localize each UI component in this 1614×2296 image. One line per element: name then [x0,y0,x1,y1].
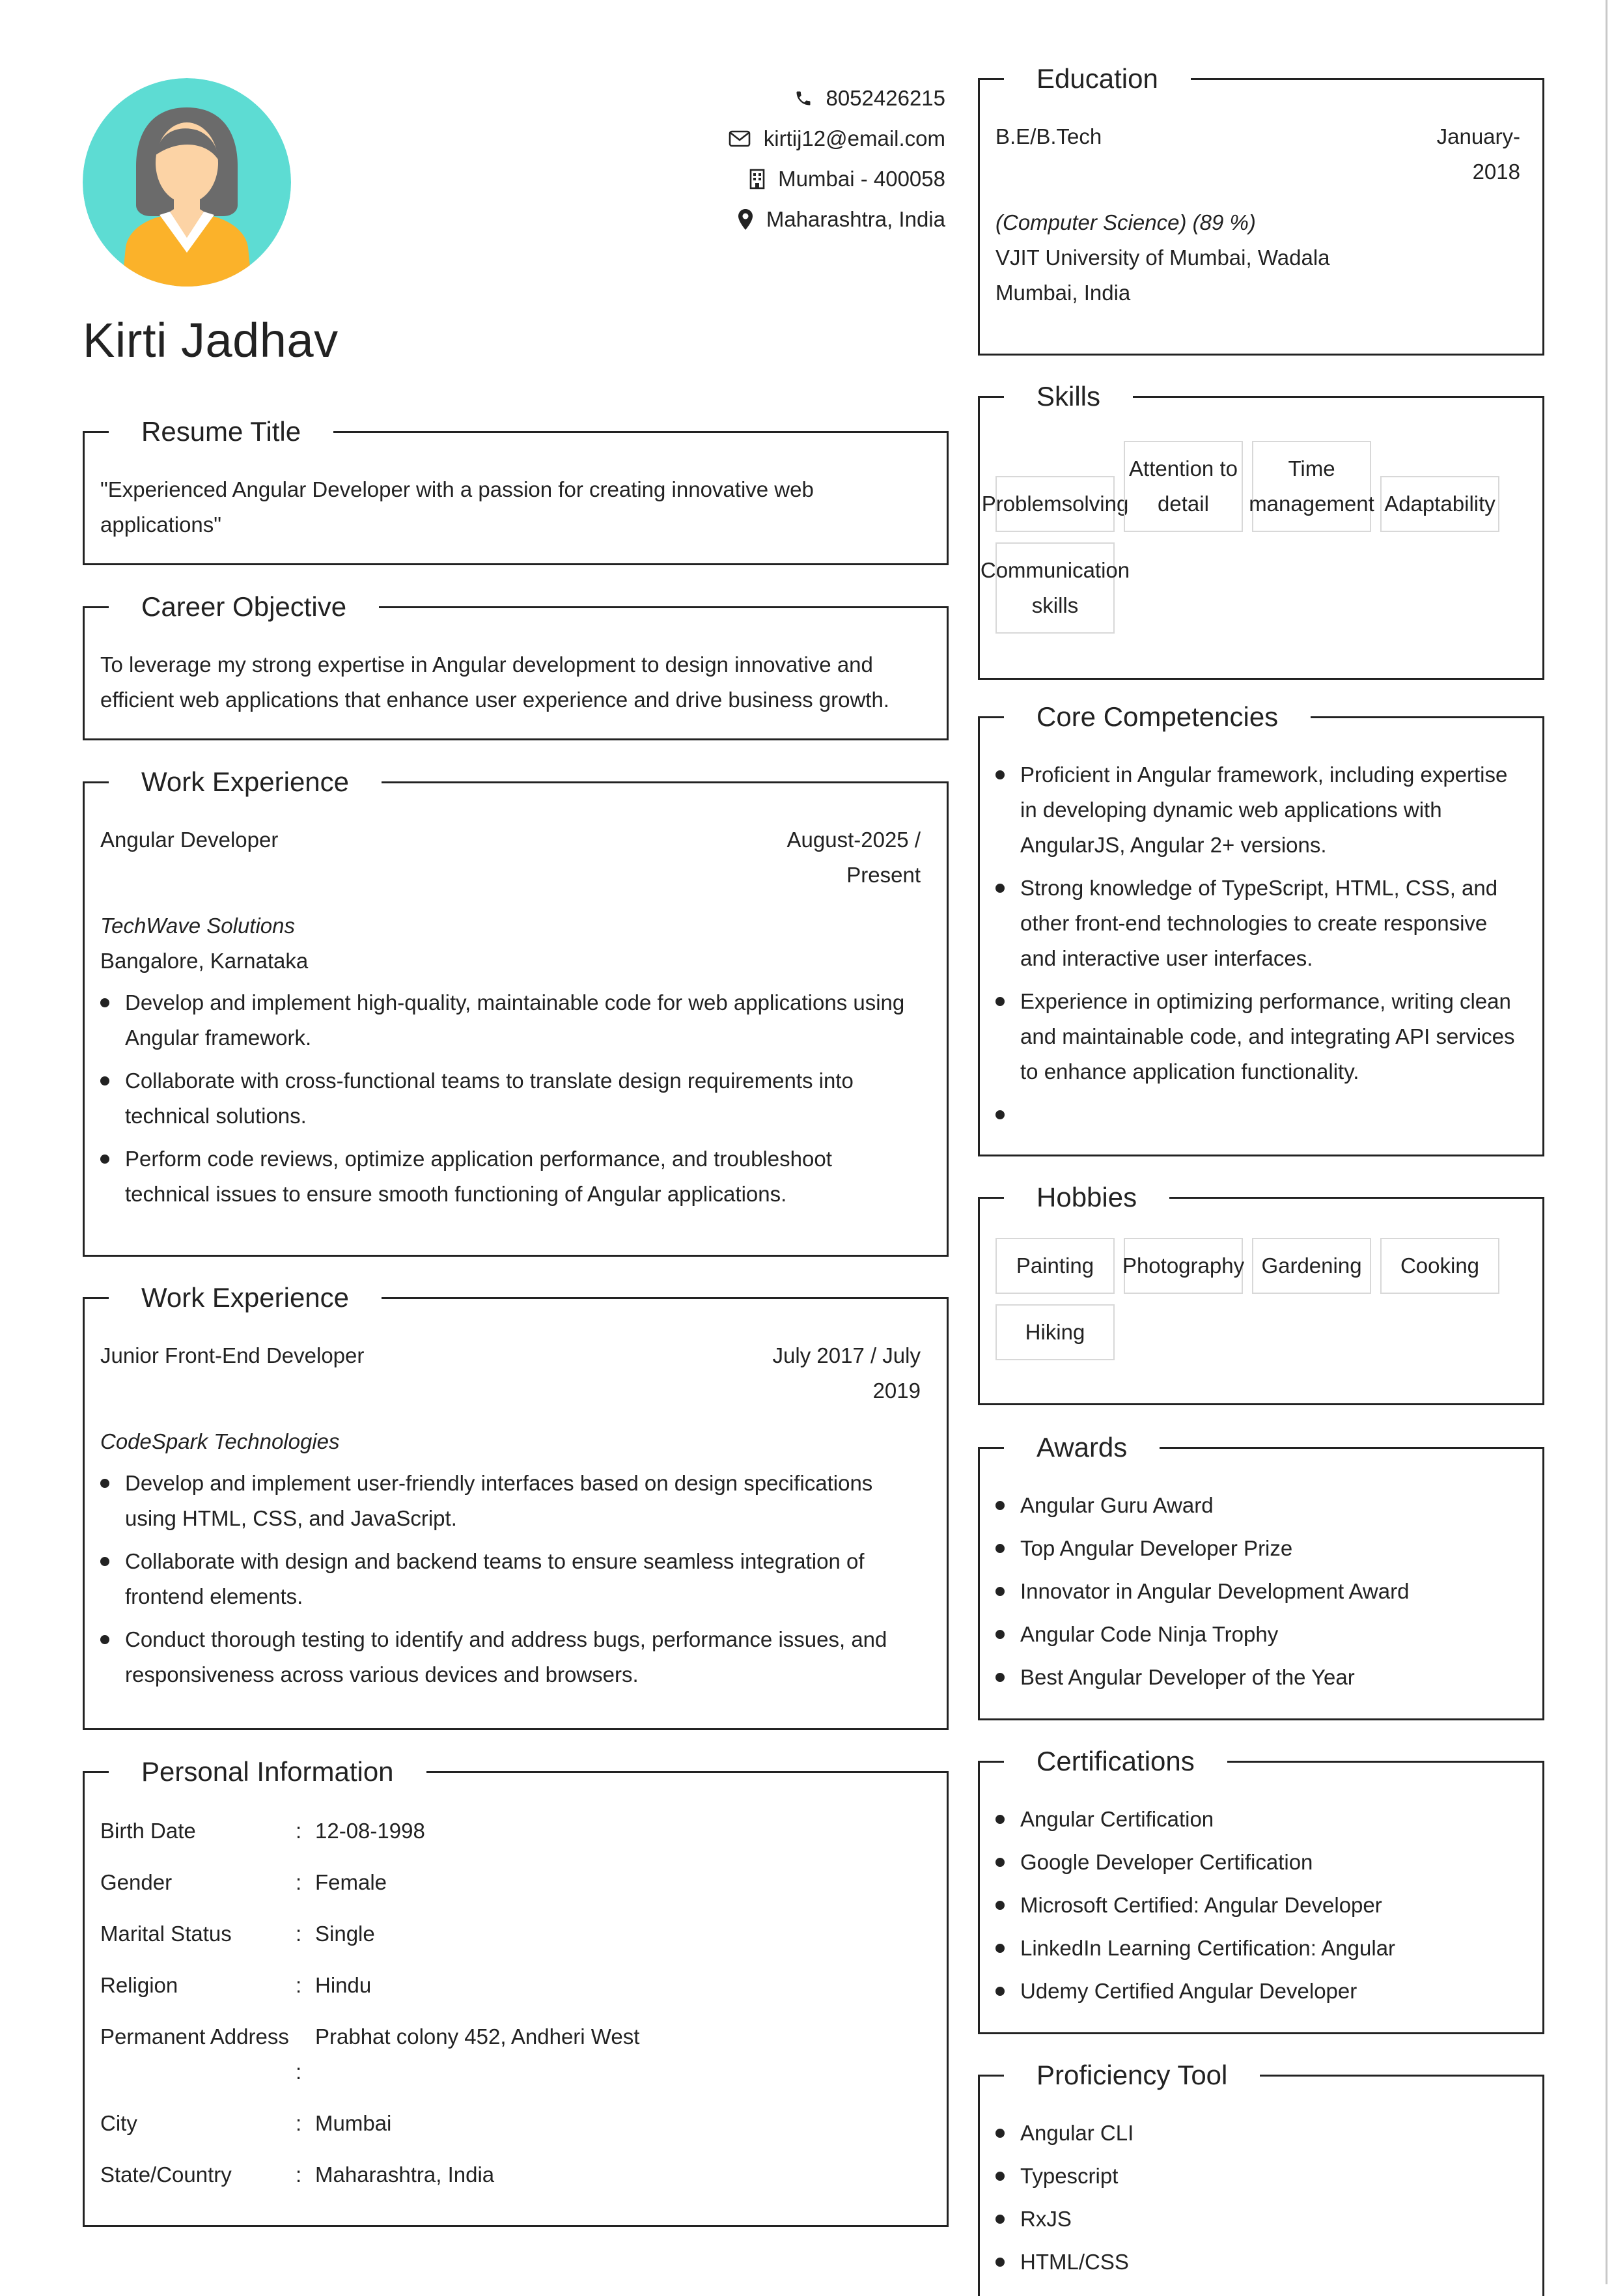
list-item: Collaborate with design and backend teams to ensure seamless integration of frontend elements. [100,1544,921,1614]
career-objective-section [83,591,949,740]
certifications-list [995,1802,1520,2009]
skill-chip: Communication skills [995,542,1115,634]
phone-text: 8052426215 [826,86,945,110]
region-row [729,199,945,240]
section-heading: Skills [1004,378,1133,415]
list-item: RxJS [995,2202,1520,2237]
section-heading: Career Objective [109,589,379,625]
education-section [978,63,1544,356]
list-item: Angular Code Ninja Trophy [995,1617,1520,1652]
list-item: Angular Guru Award [995,1488,1520,1523]
list-item: Proficient in Angular framework, including expertise in developing dynamic web applications with AngularJS, Angular 2+ versions. [995,757,1520,863]
info-label: Permanent Address [100,2024,289,2049]
core-competencies-section [978,701,1544,1156]
company-name: TechWave Solutions [100,914,296,938]
map-pin-icon [738,208,753,231]
education-location: Mumbai, India [995,281,1131,305]
info-row: City : Mumbai [100,2106,931,2157]
proficiency-list [995,2116,1520,2280]
list-item: Typescript [995,2159,1520,2194]
hobby-chip: Painting [995,1238,1115,1294]
info-value: Mumbai [315,2111,392,2135]
section-heading: Work Experience [109,1280,382,1316]
work-experience-section [83,766,949,1257]
competency-list [995,757,1520,1132]
work-experience-section [83,1282,949,1730]
list-item: Innovator in Angular Development Award [995,1574,1520,1609]
section-heading: Education [1004,61,1191,97]
list-item [995,1097,1520,1132]
list-item: Udemy Certified Angular Developer [995,1974,1520,2009]
hobbies-section [978,1182,1544,1405]
info-value: 12-08-1998 [315,1819,425,1843]
company-name: CodeSpark Technologies [100,1429,340,1453]
info-label: City [100,2111,137,2135]
list-item: Collaborate with cross-functional teams to translate design requirements into technical solutions. [100,1063,921,1134]
personal-information-section [83,1756,949,2227]
awards-section [978,1432,1544,1720]
field-of-study: (Computer Science) (89 %) [995,210,1256,234]
list-item: Top Angular Developer Prize [995,1531,1520,1566]
job-bullets [100,1466,921,1692]
info-label: Birth Date [100,1819,196,1843]
info-row: Marital Status : Single [100,1916,931,1968]
job-date: August-2025 / Present [786,828,921,887]
job-role: Junior Front-End Developer [100,1343,365,1367]
candidate-name: Kirti Jadhav [83,313,339,367]
list-item: Perform code reviews, optimize application performance, and troubleshoot technical issues to ensure smooth functioning of Angular applications. [100,1141,921,1212]
skill-chip: Time management [1252,441,1371,532]
list-item: LinkedIn Learning Certification: Angular [995,1931,1520,1966]
avatar [83,78,291,287]
resume-title-text: "Experienced Angular Developer with a passion for creating innovative web applications" [100,477,814,537]
info-label: Gender [100,1870,173,1894]
info-value: Maharashtra, India [315,2163,495,2187]
list-item: Angular CLI [995,2116,1520,2151]
building-icon [749,169,765,189]
phone-icon [794,89,813,107]
job-date: July 2017 / July 2019 [772,1343,921,1403]
hobby-chip: Hiking [995,1304,1115,1360]
proficiency-tool-section [978,2060,1544,2296]
section-heading: Certifications [1004,1743,1227,1780]
skill-chips [980,441,1529,634]
hobby-chip: Photography [1124,1238,1243,1294]
info-value: Single [315,1922,375,1946]
skill-chip: Problemsolving [995,476,1115,532]
job-bullets [100,985,921,1212]
contact-info [729,78,945,240]
info-row: State/Country : Maharashtra, India [100,2157,931,2209]
certifications-section [978,1746,1544,2034]
info-value: Female [315,1870,387,1894]
list-item: Strong knowledge of TypeScript, HTML, CSS, and other front-end technologies to create responsive and interactive user interfaces. [995,871,1520,976]
info-row: Birth Date : 12-08-1998 [100,1813,931,1865]
list-item: Develop and implement high-quality, maintainable code for web applications using Angular framework. [100,985,921,1056]
email-text: kirtij12@email.com [763,126,945,150]
resume-title-section [83,416,949,565]
info-row: Permanent Address : Prabhat colony 452, Andheri West [100,2019,931,2106]
list-item: Best Angular Developer of the Year [995,1660,1520,1695]
job-role: Angular Developer [100,828,279,852]
info-label: Marital Status [100,1922,232,1946]
skills-section [978,381,1544,680]
education-date: January-2018 [1436,124,1520,184]
skill-chip: Adaptability [1380,476,1499,532]
page-edge-divider [1606,0,1607,2284]
list-item: Angular Certification [995,1802,1520,1837]
section-heading: Proficiency Tool [1004,2057,1260,2093]
list-item: Experience in optimizing performance, writing clean and maintainable code, and integrating API services to enhance application functionality. [995,984,1520,1089]
info-label: State/Country [100,2163,232,2187]
list-item: HTML/CSS [995,2245,1520,2280]
info-value: Prabhat colony 452, Andheri West [315,2024,640,2049]
list-item: Google Developer Certification [995,1845,1520,1880]
section-heading: Resume Title [109,413,333,450]
list-item: Develop and implement user-friendly interfaces based on design specifications using HTML, CSS, and JavaScript. [100,1466,921,1536]
info-row: Religion : Hindu [100,1968,931,2019]
list-item: Conduct thorough testing to identify and address bugs, performance issues, and responsiveness across various devices and browsers. [100,1622,921,1692]
list-item: Microsoft Certified: Angular Developer [995,1888,1520,1923]
job-location: Bangalore, Karnataka [100,949,309,973]
degree: B.E/B.Tech [995,124,1102,148]
skill-chip: Attention to detail [1124,441,1243,532]
hobby-chips [995,1238,1529,1360]
university: VJIT University of Mumbai, Wadala [995,245,1330,270]
info-row: Gender : Female [100,1865,931,1916]
career-objective-text: To leverage my strong expertise in Angular development to design innovative and efficient web applications that enhance user experience and drive business growth. [100,652,889,712]
section-heading: Personal Information [109,1754,426,1790]
city-text: Mumbai - 400058 [778,167,945,191]
awards-list [995,1488,1520,1695]
email-row [729,119,945,159]
region-text: Maharashtra, India [766,207,945,231]
info-value: Hindu [315,1973,372,1997]
hobby-chip: Gardening [1252,1238,1371,1294]
city-row [729,159,945,199]
section-heading: Awards [1004,1429,1160,1466]
envelope-icon [729,130,751,147]
section-heading: Hobbies [1004,1179,1169,1216]
section-heading: Core Competencies [1004,699,1311,735]
phone-row [729,78,945,119]
info-label: Religion [100,1973,178,1997]
section-heading: Work Experience [109,764,382,800]
hobby-chip: Cooking [1380,1238,1499,1294]
